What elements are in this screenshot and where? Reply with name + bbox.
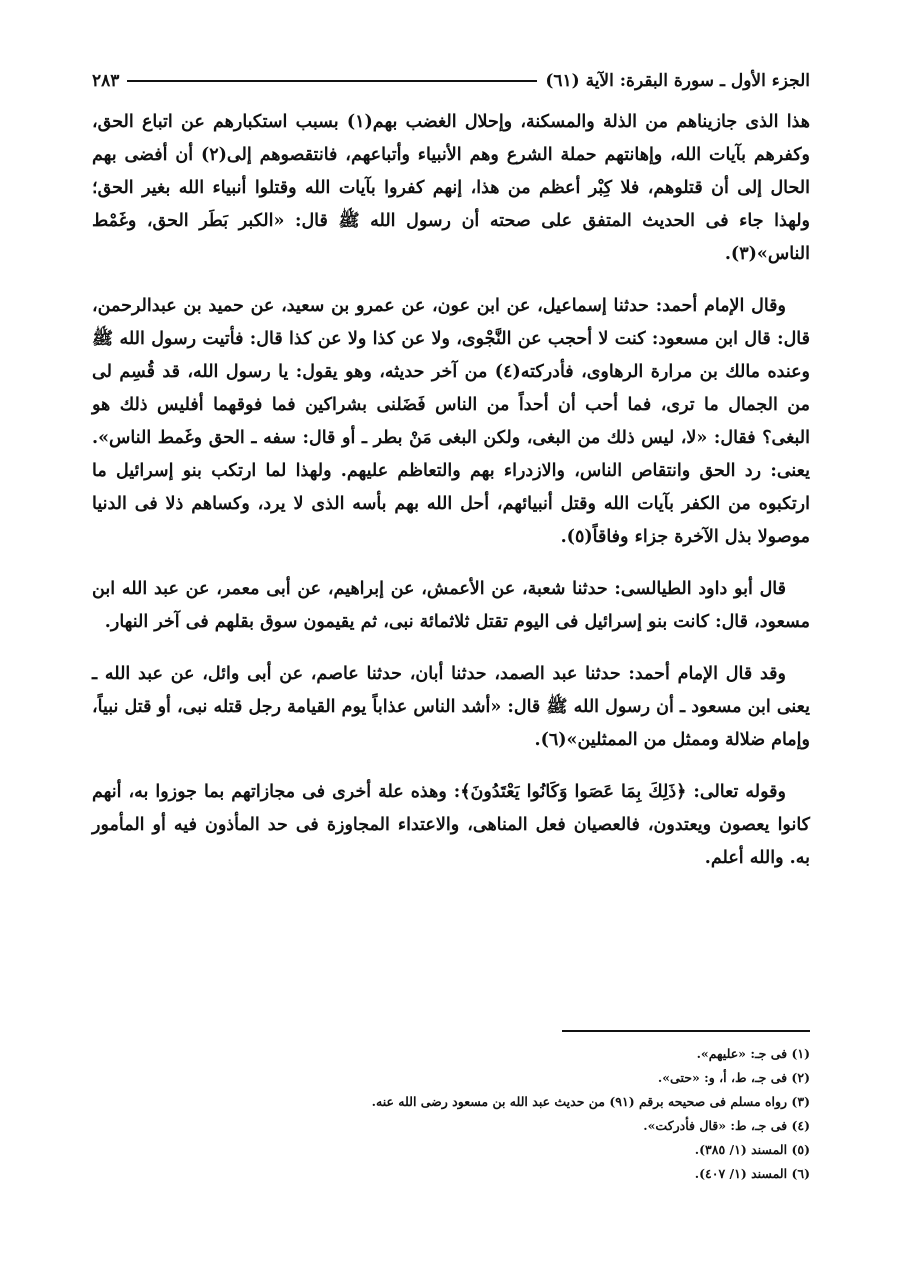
main-text <box>92 106 810 894</box>
paragraph: هذا الذى جازيناهم من الذلة والمسكنة، وإحلال الغضب بهم(١) بسبب استكبارهم عن اتباع الحق، وكفرهم بآيات الله، وإهانتهم حملة الشرع وهم الأنبياء وأتباعهم، فانتقصوهم إلى(٢) أن أفضى بهم الحال إلى أن قتلوهم، فلا كِبْر أعظم من هذا، إنهم كفروا بآيات الله وقتلوا أنبياء الله بغير الحق؛ ولهذا جاء فى الحديث المتفق على صحته أن رسول الله ﷺ قال: «الكبر بَطَر الحق، وغَمْط الناس»(٣). <box>92 112 810 264</box>
footnote: (٤) فى جـ، ط: «قال فأدركت». <box>643 1118 810 1133</box>
paragraph: وقال الإمام أحمد: حدثنا إسماعيل، عن ابن عون، عن عمرو بن سعيد، عن حميد بن عبدالرحمن، قال: قال ابن مسعود: كنت لا أحجب عن النَّجْوى، ولا عن كذا ولا عن كذا قال: فأتيت رسول الله ﷺ وعنده مالك بن مرارة الرهاوى، فأدركته(٤) من آخر حديثه، وهو يقول: يا رسول الله، قد قُسِم لى من الجمال ما ترى، فما أحب أن أحداً من الناس فَضَلنى بشراكين فما فوقهما أفليس ذلك هو البغى؟ فقال: «لا، ليس ذلك من البغى، ولكن البغى مَنْ بطر ـ أو قال: سفه ـ الحق وغَمط الناس». يعنى: رد الحق وانتقاص الناس، والازدراء بهم والتعاظم عليهم. ولهذا لما ارتكب بنو إسرائيل ما ارتكبوه من الكفر بآيات الله وقتل أنبيائهم، أحل الله بهم بأسه الذى لا يرد، وكساهم ذلا فى الدنيا موصولا بذل الآخرة جزاء وفاقاً(٥). <box>92 296 811 547</box>
footnote: (١) فى جـ: «عليهم». <box>696 1046 810 1061</box>
header-title: الجزء الأول ـ سورة البقرة: الآية (٦١) <box>545 71 810 91</box>
paragraph: وقوله تعالى: ﴿ذَلِكَ بِمَا عَصَوا وَكَانُوا يَعْتَدُونَ﴾: وهذه علة أخرى فى مجازاتهم بما جوزوا به، أنهم كانوا يعصون ويعتدون، فالعصيان فعل المناهى، والاعتداء المجاوزة فى حد المأذون فيه أو المأمور به. والله أعلم. <box>92 782 810 868</box>
header-rule <box>127 80 537 82</box>
footnote: (٦) المسند (١/ ٤٠٧). <box>694 1166 810 1181</box>
footnote: (٥) المسند (١/ ٣٨٥). <box>694 1142 810 1157</box>
footnote: (٣) رواه مسلم فى صحيحه برقم (٩١) من حديث عبد الله بن مسعود رضى الله عنه. <box>371 1094 810 1109</box>
paragraph: قال أبو داود الطيالسى: حدثنا شعبة، عن الأعمش، عن إبراهيم، عن أبى معمر، عن عبد الله ابن مسعود، قال: كانت بنو إسرائيل فى اليوم تقتل ثلاثمائة نبى، ثم يقيمون سوق بقلهم فى آخر النهار. <box>92 579 810 632</box>
footnotes <box>92 1042 810 1186</box>
page-number: ٢٨٣ <box>92 71 120 91</box>
footnote-separator <box>562 1030 810 1032</box>
running-header <box>92 64 810 98</box>
footnote: (٢) فى جـ، ط، أ، و: «حتى». <box>657 1070 810 1085</box>
paragraph: وقد قال الإمام أحمد: حدثنا عبد الصمد، حدثنا أبان، حدثنا عاصم، عن أبى وائل، عن عبد الله ـ يعنى ابن مسعود ـ أن رسول الله ﷺ قال: «أشد الناس عذاباً يوم القيامة رجل قتله نبى، أو قتل نبياً، وإمام ضلالة وممثل من الممثلين»(٦). <box>92 664 810 750</box>
